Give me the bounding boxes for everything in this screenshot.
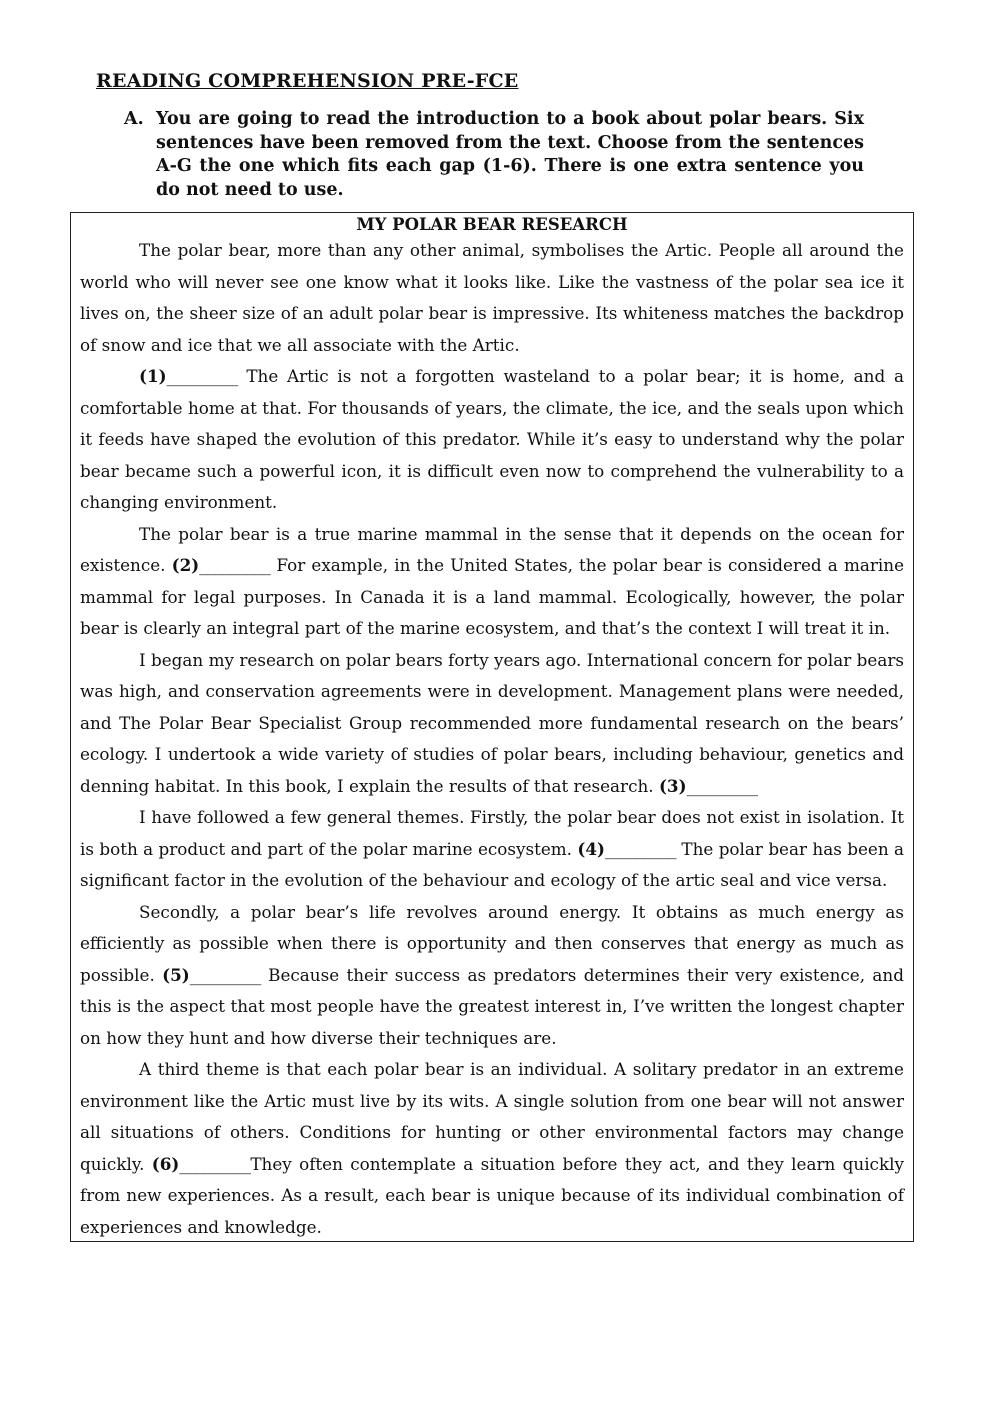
gap-3-blank[interactable]: _________ — [686, 775, 758, 796]
paragraph-6-text-before: Secondly, a polar bear’s life revolves around energy. It obtains as much energy as efficiently as possible when there is opportunity and then conserves that energy as much as possible. — [80, 901, 904, 985]
paragraph-3 — [80, 519, 904, 645]
instruction — [124, 108, 864, 202]
gap-5-blank[interactable]: _________ — [189, 964, 261, 985]
gap-3-label: (3) — [658, 775, 687, 796]
instruction-letter: A. — [124, 109, 144, 129]
paragraph-5-text-after: The polar bear has been a significant factor in the evolution of the behaviour and ecology of the artic seal and vice versa. — [80, 838, 905, 890]
gap-4-blank[interactable]: _________ — [604, 838, 676, 859]
paragraph-4-text: I began my research on polar bears forty years ago. International concern for polar bears was high, and conservation agreements were in development. Management plans were needed, and The Polar Bear Specialist Group recommended more fundamental research on the bears’ ecology. I undertook a wide variety of studies of polar bears, including behaviour, genetics and denning habitat. In this book, I explain the results of that research. — [80, 649, 904, 796]
gap-1-blank[interactable]: _________ — [166, 366, 238, 386]
gap-1-label: (1) — [139, 366, 167, 386]
page-heading: READING COMPREHENSION PRE-FCE — [96, 70, 519, 92]
gap-4-label: (4) — [577, 838, 605, 859]
paragraph-4 — [80, 645, 904, 803]
gap-5-label: (5) — [162, 964, 190, 985]
gap-6-label: (6) — [151, 1153, 180, 1174]
gap-2-blank[interactable]: _________ — [199, 555, 271, 575]
instruction-text: You are going to read the introduction to a book about polar bears. Six sentences have been removed from the text. Choose from the sentences A-G the one which fits each gap (1-6). There is one extra sentence you do not need to use. — [156, 109, 864, 200]
paragraph-7-text-after: They often contemplate a situation before they act, and they learn quickly from new experiences. As a result, each bear is unique because of its individual combination of experiences and knowledge. — [80, 1153, 904, 1237]
paragraph-5-text-before: I have followed a few general themes. Firstly, the polar bear does not exist in isolation. It is both a product and part of the polar marine ecosystem. — [80, 807, 904, 859]
paragraph-3-text-before: The polar bear is a true marine mammal in the sense that it depends on the ocean for existence. — [80, 523, 904, 575]
paragraph-7 — [80, 1054, 904, 1243]
paragraph-6 — [80, 897, 904, 1055]
paragraph-5 — [80, 802, 904, 897]
paragraph-6-text-after: Because their success as predators determines their very existence, and this is the aspect that most people have the greatest interest in, I’ve written the longest chapter on how they hunt and how diverse their techniques are. — [80, 964, 904, 1048]
paragraph-2 — [80, 361, 904, 519]
paragraph-2-text: The Artic is not a forgotten wasteland to a polar bear; it is home, and a comfortable home at that. For thousands of years, the climate, the ice, and the seals upon which it feeds have shaped the evolution of this predator. While it’s easy to understand why the polar bear became such a powerful icon, it is difficult even now to comprehend the vulnerability to a changing environment. — [80, 366, 904, 512]
article-box — [70, 212, 914, 1242]
paragraph-7-text-before: A third theme is that each polar bear is an individual. A solitary predator in an extreme environment like the Artic must live by its wits. A single solution from one bear will not answer all situations of others. Conditions for hunting or other environmental factors may change quickly. — [80, 1059, 904, 1174]
paragraph-1 — [80, 235, 904, 361]
gap-2-label: (2) — [171, 555, 200, 575]
paragraph-1-text: The polar bear, more than any other animal, symbolises the Artic. People all around the world who will never see one know what it looks like. Like the vastness of the polar sea ice it lives on, the sheer size of an adult polar bear is impressive. Its whiteness matches the backdrop of snow and ice that we all associate with the Artic. — [80, 240, 904, 355]
paragraph-3-text-after: For example, in the United States, the polar bear is considered a marine mammal for legal purposes. In Canada it is a land mammal. Ecologically, however, the polar bear is clearly an integral part of the marine ecosystem, and that’s the context I will treat it in. — [80, 555, 905, 638]
article-title: MY POLAR BEAR RESEARCH — [356, 215, 628, 234]
gap-6-blank[interactable]: _________ — [179, 1153, 251, 1174]
